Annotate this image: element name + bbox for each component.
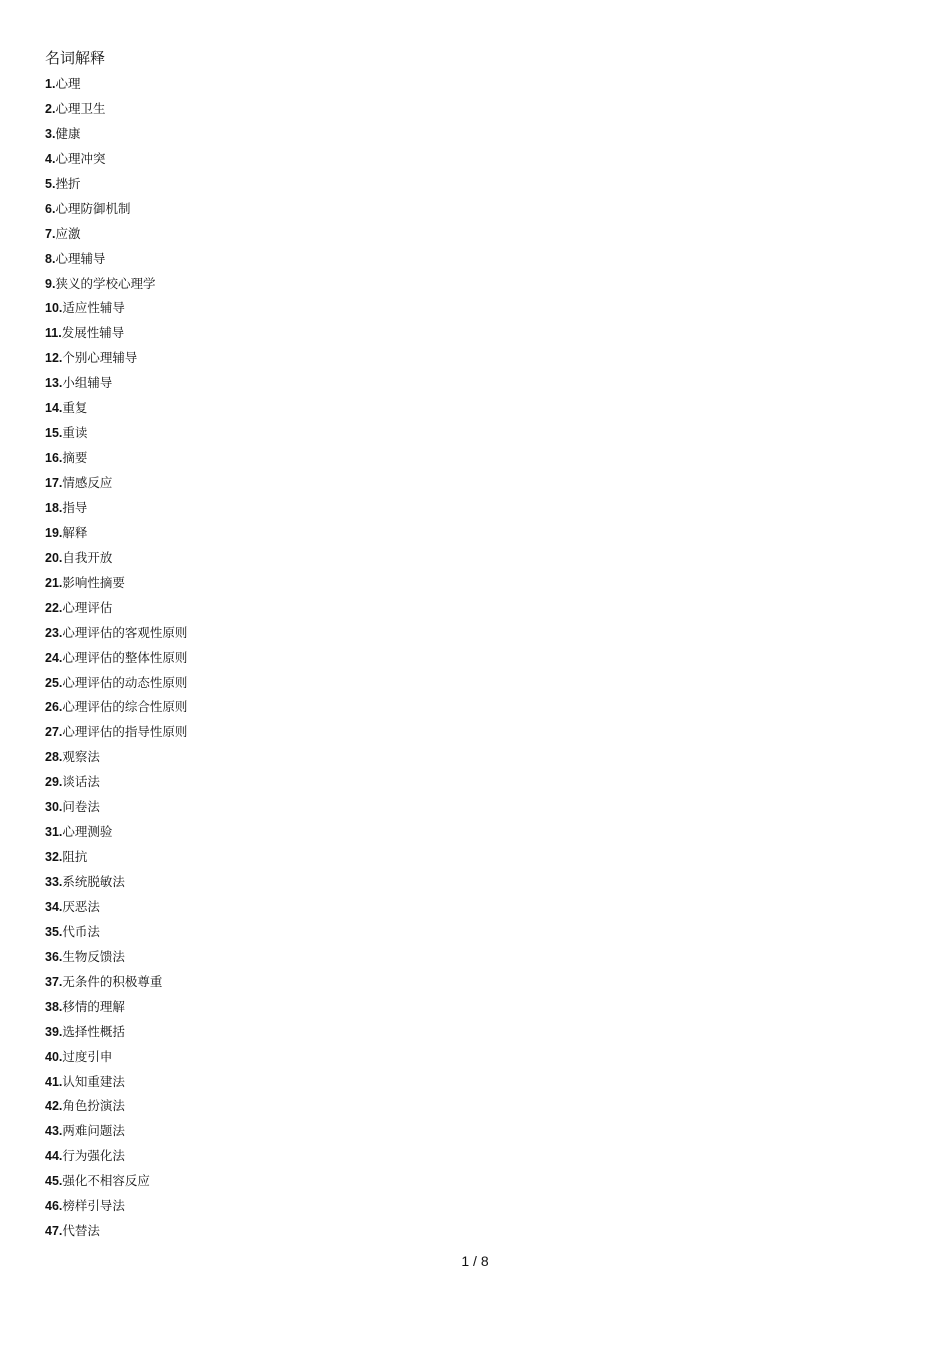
term-text: 解释 — [62, 524, 88, 540]
term-number: 30. — [45, 800, 63, 815]
term-number: 7. — [45, 226, 56, 241]
list-item — [45, 847, 187, 872]
term-text: 自我开放 — [62, 549, 113, 565]
list-item — [45, 523, 187, 548]
term-number: 27. — [45, 725, 63, 740]
term-text: 心理冲突 — [55, 150, 106, 166]
term-number: 20. — [45, 550, 63, 565]
term-text: 心理辅导 — [55, 250, 106, 266]
list-item — [45, 598, 187, 623]
term-text: 情感反应 — [62, 475, 113, 490]
term-text: 生物反馈法 — [62, 948, 125, 964]
list-item — [45, 124, 187, 149]
term-text: 心理测验 — [62, 824, 113, 840]
term-text: 问卷法 — [62, 799, 100, 815]
list-item — [45, 1196, 187, 1221]
list-item — [45, 74, 187, 99]
term-text: 狭义的学校心理学 — [55, 275, 156, 291]
term-text: 心理评估的动态性原则 — [62, 674, 188, 690]
term-text: 观察法 — [62, 749, 100, 765]
term-number: 13. — [45, 376, 63, 391]
list-item — [45, 423, 187, 448]
term-number: 3. — [45, 126, 56, 141]
term-text: 适应性辅导 — [62, 300, 125, 316]
term-number: 10. — [45, 301, 63, 316]
term-text: 心理防御机制 — [55, 200, 131, 216]
term-text: 榜样引导法 — [62, 1198, 125, 1214]
term-number: 6. — [45, 201, 56, 216]
list-item — [45, 1022, 187, 1047]
term-text: 心理评估的指导性原则 — [62, 724, 188, 740]
term-text: 厌恶法 — [62, 898, 100, 914]
term-text: 谈话法 — [62, 774, 100, 790]
term-number: 46. — [45, 1199, 63, 1214]
term-text: 心理评估的客观性原则 — [62, 624, 188, 640]
term-text: 心理评估 — [62, 599, 113, 615]
term-number: 15. — [45, 426, 63, 441]
term-number: 44. — [45, 1149, 63, 1164]
term-text: 系统脱敏法 — [62, 874, 125, 889]
term-number: 12. — [45, 351, 63, 366]
list-item — [45, 174, 187, 199]
term-number: 23. — [45, 625, 63, 640]
term-text: 两难问题法 — [62, 1123, 125, 1139]
term-number: 4. — [45, 151, 56, 166]
term-number: 31. — [45, 825, 63, 840]
list-item — [45, 498, 187, 523]
term-text: 重读 — [62, 425, 88, 441]
term-text: 认知重建法 — [62, 1073, 125, 1089]
term-number: 41. — [45, 1074, 63, 1089]
list-item — [45, 648, 187, 673]
term-number: 9. — [45, 276, 56, 291]
list-item — [45, 274, 187, 299]
term-number: 34. — [45, 899, 63, 914]
term-number: 47. — [45, 1224, 63, 1239]
term-number: 5. — [45, 176, 56, 191]
term-number: 35. — [45, 924, 63, 939]
term-number: 26. — [45, 700, 63, 715]
term-text: 心理评估的整体性原则 — [62, 649, 188, 665]
list-item — [45, 722, 187, 747]
term-text: 选择性概括 — [62, 1023, 125, 1039]
list-item — [45, 1171, 187, 1196]
term-number: 1. — [45, 77, 56, 91]
term-number: 39. — [45, 1024, 63, 1039]
list-item — [45, 323, 187, 348]
list-item — [45, 897, 187, 922]
term-text: 发展性辅导 — [61, 325, 125, 341]
term-text: 应激 — [55, 225, 81, 241]
list-item — [45, 772, 187, 797]
list-item — [45, 822, 187, 847]
term-number: 11. — [45, 326, 62, 341]
term-text: 行为强化法 — [62, 1148, 125, 1164]
term-list — [45, 74, 187, 1246]
term-number: 36. — [45, 949, 63, 964]
term-number: 17. — [45, 476, 63, 490]
term-text: 心理 — [55, 76, 81, 91]
list-item — [45, 473, 187, 498]
term-text: 影响性摘要 — [62, 574, 125, 590]
list-item — [45, 199, 187, 224]
page-indicator: 1 / 8 — [461, 1253, 489, 1269]
term-text: 指导 — [62, 499, 88, 515]
term-number: 28. — [45, 750, 63, 765]
term-number: 40. — [45, 1049, 63, 1064]
list-item — [45, 1146, 187, 1171]
list-item — [45, 673, 187, 698]
list-item — [45, 972, 187, 997]
list-item — [45, 99, 187, 124]
list-item — [45, 1047, 187, 1072]
section-heading: 名词解释 — [45, 49, 106, 67]
list-item — [45, 373, 187, 398]
term-number: 18. — [45, 500, 63, 515]
list-item — [45, 1221, 187, 1246]
list-item — [45, 797, 187, 822]
term-number: 8. — [45, 251, 56, 266]
list-item — [45, 224, 187, 249]
term-text: 强化不相容反应 — [62, 1173, 150, 1189]
term-text: 心理评估的综合性原则 — [62, 699, 188, 715]
term-text: 无条件的积极尊重 — [62, 973, 163, 989]
term-number: 29. — [45, 775, 63, 790]
list-item — [45, 623, 187, 648]
term-number: 42. — [45, 1099, 63, 1114]
term-number: 32. — [45, 850, 63, 865]
term-number: 16. — [45, 451, 63, 466]
list-item — [45, 448, 187, 473]
term-text: 角色扮演法 — [62, 1098, 125, 1114]
term-number: 37. — [45, 974, 63, 989]
term-number: 19. — [45, 525, 63, 540]
term-text: 小组辅导 — [62, 375, 113, 391]
list-item — [45, 1072, 187, 1097]
term-number: 43. — [45, 1124, 63, 1139]
list-item — [45, 149, 187, 174]
term-text: 个别心理辅导 — [62, 350, 138, 366]
list-item — [45, 548, 187, 573]
term-text: 代币法 — [62, 923, 100, 939]
term-number: 25. — [45, 675, 63, 690]
list-item — [45, 398, 187, 423]
list-item — [45, 249, 187, 274]
list-item — [45, 298, 187, 323]
term-text: 过度引申 — [62, 1048, 113, 1064]
list-item — [45, 947, 187, 972]
list-item — [45, 1096, 187, 1121]
list-item — [45, 573, 187, 598]
list-item — [45, 348, 187, 373]
term-number: 21. — [45, 575, 63, 590]
list-item — [45, 697, 187, 722]
term-number: 22. — [45, 600, 63, 615]
term-text: 摘要 — [62, 450, 88, 466]
term-number: 33. — [45, 875, 63, 889]
term-text: 移情的理解 — [62, 998, 125, 1014]
term-number: 38. — [45, 999, 63, 1014]
term-number: 45. — [45, 1174, 63, 1189]
list-item — [45, 747, 187, 772]
list-item — [45, 872, 187, 897]
term-text: 阻抗 — [62, 849, 88, 865]
term-number: 24. — [45, 650, 63, 665]
term-number: 2. — [45, 101, 56, 116]
term-text: 重复 — [62, 400, 88, 416]
list-item — [45, 1121, 187, 1146]
term-text: 心理卫生 — [55, 100, 106, 116]
term-text: 健康 — [55, 125, 81, 141]
list-item — [45, 922, 187, 947]
term-number: 14. — [45, 401, 63, 416]
term-text: 代替法 — [62, 1223, 100, 1239]
term-text: 挫折 — [55, 175, 81, 191]
list-item — [45, 997, 187, 1022]
